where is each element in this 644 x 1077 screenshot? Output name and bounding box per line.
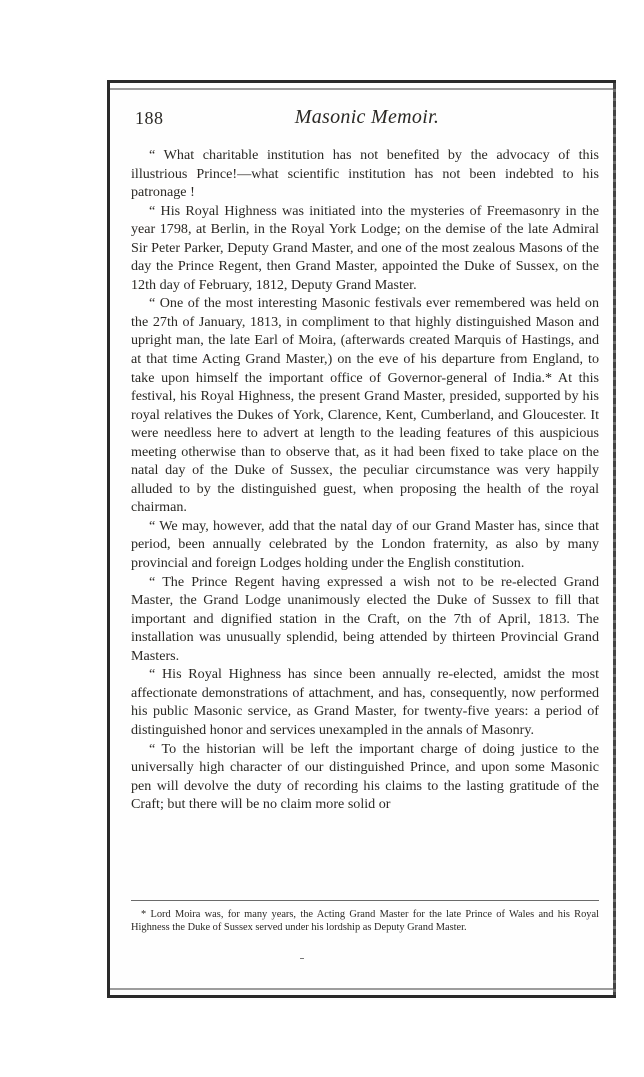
footnote-divider	[131, 900, 599, 901]
paragraph: “ His Royal Highness has since been annually re-elected, amidst the most affectionate demonstrations of attachment, and has, consequently, now performed his public Masonic service, as Grand Master, for twenty-five years: a period of distinguished honor and services unexampled in the annals of Masonry.	[131, 666, 599, 738]
paragraph: “ The Prince Regent having expressed a wish not to be re-elected Grand Master, the Grand Lodge unanimously elected the Duke of Sussex to fill that important and dignified station in the Craft, on the 7th of April, 1813. The installation was unusually splendid, being attended by thirteen Provincial Grand Masters.	[131, 573, 599, 664]
body-text	[131, 146, 599, 814]
footnote: * Lord Moira was, for many years, the Acting Grand Master for the late Prince of Wales and his Royal Highness the Duke of Sussex served under his lordship as Deputy Grand Master.	[131, 909, 599, 933]
top-border-rule	[110, 88, 613, 90]
page-number: 188	[135, 108, 164, 128]
paragraph: “ His Royal Highness was initiated into the mysteries of Freemasonry in the year 1798, at Berlin, in the Royal York Lodge; on the demise of the late Admiral Sir Peter Parker, Deputy Grand Master, and one of the most zealous Masons of the day the Prince Regent, then Grand Master, appointed the Duke of Sussex, on the 12th day of February, 1812, Deputy Grand Master.	[131, 202, 599, 293]
right-border-edge	[613, 83, 616, 995]
bottom-border-rule	[110, 988, 613, 990]
paragraph: “ To the historian will be left the important charge of doing justice to the universally high character of our distinguished Prince, and upon some Masonic pen will devolve the duty of recording his claims to the lasting gratitude of the Craft; but there will be no claim more solid or	[131, 740, 599, 813]
running-title: Masonic Memoir.	[294, 106, 440, 128]
paragraph: “ One of the most interesting Masonic festivals ever remembered was held on the 27th of January, 1813, in compliment to that highly distinguished Mason and upright man, the late Earl of Moira, (afterwards created Marquis of Hastings, and at that time Acting Grand Master,) on the eve of his departure from England, to take upon himself the important office of Governor-general of India.* At this festival, his Royal Highness, the present Grand Master, presided, supported by his royal relatives the Dukes of York, Clarence, Kent, Cumberland, and Gloucester. It were needless here to advert at length to the leading features of this auspicious meeting otherwise than to observe that, as it had been fixed to take place on the natal day of the Duke of Sussex, the peculiar circumstance was very happily alluded to by the distinguished guest, when proposing the health of the royal chairman.	[131, 295, 599, 516]
page-mark	[300, 958, 304, 959]
paragraph: “ What charitable institution has not benefited by the advocacy of this illustrious Prince!—what scientific institution has not been indebted to his patronage !	[131, 147, 599, 201]
page-header	[135, 106, 599, 136]
paragraph: “ We may, however, add that the natal day of our Grand Master has, since that period, been annually celebrated by the London fraternity, as also by many provincial and foreign Lodges holding under the English constitution.	[131, 517, 599, 572]
